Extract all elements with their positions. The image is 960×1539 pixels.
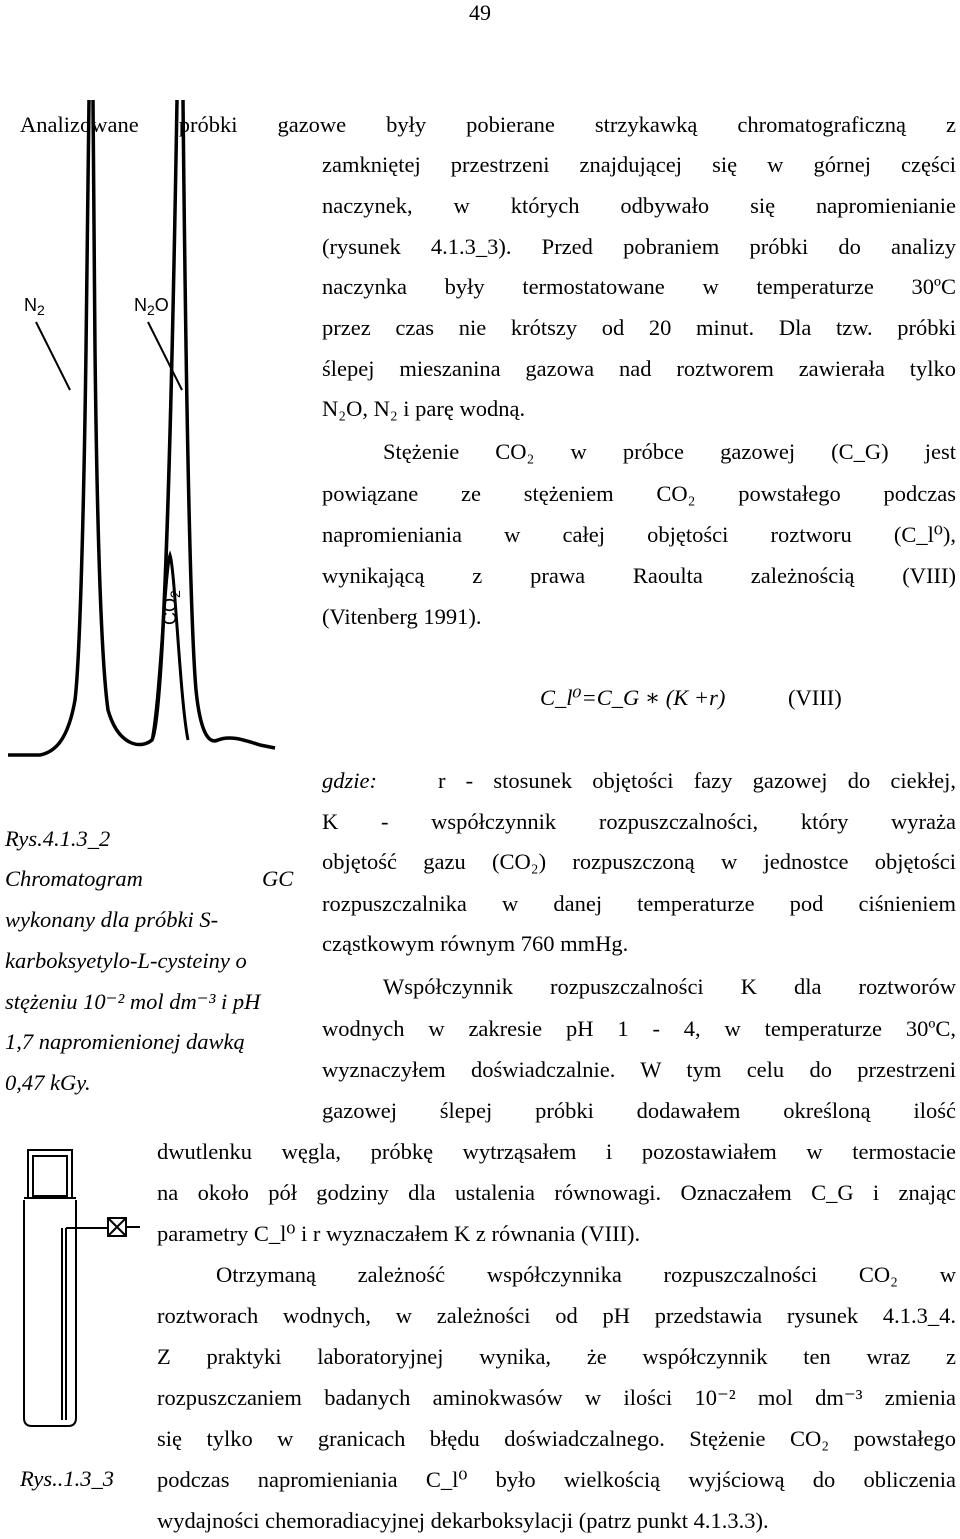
para4-line1: Otrzymaną zależność współczynnika rozpuszczalności CO₂ w (216, 1262, 956, 1287)
figure-caption-1-title: Rys.4.1.3_2 (5, 826, 111, 851)
para3-line1: Współczynnik rozpuszczalności K dla roztworów (383, 974, 956, 999)
para4-line2: roztworach wodnych, w zależności od pH przedstawia rysunek 4.1.3_4. (157, 1303, 956, 1328)
para3-line5: dwutlenku węgla, próbkę wytrząsałem i pozostawiałem w termostacie (157, 1139, 956, 1164)
where-line2: K - współczynnik rozpuszczalności, który wyraża (322, 809, 956, 834)
para4-line6: podczas napromieniania C_l⁰ było wielkością wyjściową do obliczenia (157, 1467, 956, 1492)
para1-line5: naczynka były termostatowane w temperaturze 30ºC (322, 274, 956, 299)
figure-caption-1-line6: 1,7 napromienionej dawką (5, 1029, 245, 1054)
figure-caption-1-line2b: GC (262, 866, 294, 891)
para4-line4: rozpuszczaniem badanych aminokwasów w ilości 10⁻² mol dm⁻³ zmienia (157, 1385, 956, 1410)
figure-caption-1-line7: 0,47 kGy. (5, 1070, 91, 1095)
para3-line6: na około pół godziny dla ustalenia równowagi. Oznaczałem C_G i znając (157, 1180, 956, 1205)
para3-line2: wodnych w zakresie pH 1 - 4, w temperaturze 30ºC, (322, 1016, 956, 1041)
para1-line2: zamkniętej przestrzeni znajdującej się w górnej części (322, 152, 956, 177)
para1-line1: Analizowane próbki gazowe były pobierane strzykawką chromatograficzną z (20, 112, 956, 137)
para3-line7: parametry C_l⁰ i r wyznaczałem K z równania (VIII). (157, 1221, 641, 1246)
para1-line4: (rysunek 4.1.3_3). Przed pobraniem próbki do analizy (322, 234, 956, 259)
para2-line2: powiązane ze stężeniem CO₂ powstałego podczas (322, 481, 956, 506)
where-line5: cząstkowym równym 760 mmHg. (322, 931, 629, 956)
para3-line3: wyznaczyłem doświadczalnie. W tym celu do przestrzeni (322, 1057, 956, 1082)
vessel-body (24, 1200, 76, 1426)
para2-line5: (Vitenberg 1991). (322, 604, 482, 629)
n2o-arrow (148, 322, 182, 390)
para4-line3: Z praktyki laboratoryjnej wynika, że współczynnik ten wraz z (157, 1344, 956, 1369)
peak-label-n2o: $N_2O$ (134, 295, 169, 318)
figure-caption-2: Rys..1.3_3 (20, 1466, 114, 1491)
figure-caption-1-line5: stężeniu 10⁻² mol dm⁻³ i pH (5, 989, 261, 1014)
para1-line6: przez czas nie krótszy od 20 minut. Dla tzw. próbki (322, 315, 956, 340)
para1-line3: naczynek, w których odbywało się napromienianie (322, 193, 956, 218)
where-line3: objętość gazu (CO₂) rozpuszczoną w jednostce objętości (322, 849, 956, 874)
page-number: 49 (469, 0, 491, 25)
peak-label-n2: $N_2$ (24, 295, 45, 318)
vessel-cap (28, 1150, 72, 1198)
n2-arrow (36, 322, 70, 390)
equation-formula: C_l⁰=C_G ∗ (K +r) (540, 685, 726, 710)
chromatogram-trace (8, 100, 275, 755)
para2-line3: napromieniania w całej objętości roztworu (C_l⁰), (322, 522, 956, 547)
figure-caption-1-line4: karboksyetylo-L-cysteiny o (5, 948, 247, 973)
para4-line5: się tylko w granicach błędu doświadczalnego. Stężenie CO₂ powstałego (157, 1426, 956, 1451)
where-line4: rozpuszczalnika w danej temperaturze pod ciśnieniem (322, 891, 956, 916)
para4-line7: wydajności chemoradiacyjnej dekarboksylacji (patrz punkt 4.1.3.3). (157, 1508, 769, 1533)
peak-label-co2: $CO_2$ (160, 590, 183, 625)
figure-caption-1-line3: wykonany dla próbki S- (5, 907, 219, 932)
figure-caption-1-line2a: Chromatogram (5, 866, 143, 891)
para1-line8: N₂O, N₂ i parę wodną. (322, 396, 526, 421)
para1-line7: ślepej mieszanina gazowa nad roztworem zawierała tylko (322, 356, 956, 381)
where-label: gdzie: (322, 768, 377, 793)
para2-line1: Stężenie CO₂ w próbce gazowej (C_G) jest (383, 439, 956, 464)
where-line1: r - stosunek objętości fazy gazowej do ciekłej, (438, 768, 956, 793)
equation-number: (VIII) (788, 685, 842, 710)
para3-line4: gazowej ślepej próbki dodawałem określoną ilość (322, 1098, 956, 1123)
chromatogram-figure (0, 100, 320, 760)
para2-line4: wynikającą z prawa Raoulta zależnością (VIII) (322, 563, 956, 588)
irradiation-vessel-drawing (0, 1148, 150, 1428)
